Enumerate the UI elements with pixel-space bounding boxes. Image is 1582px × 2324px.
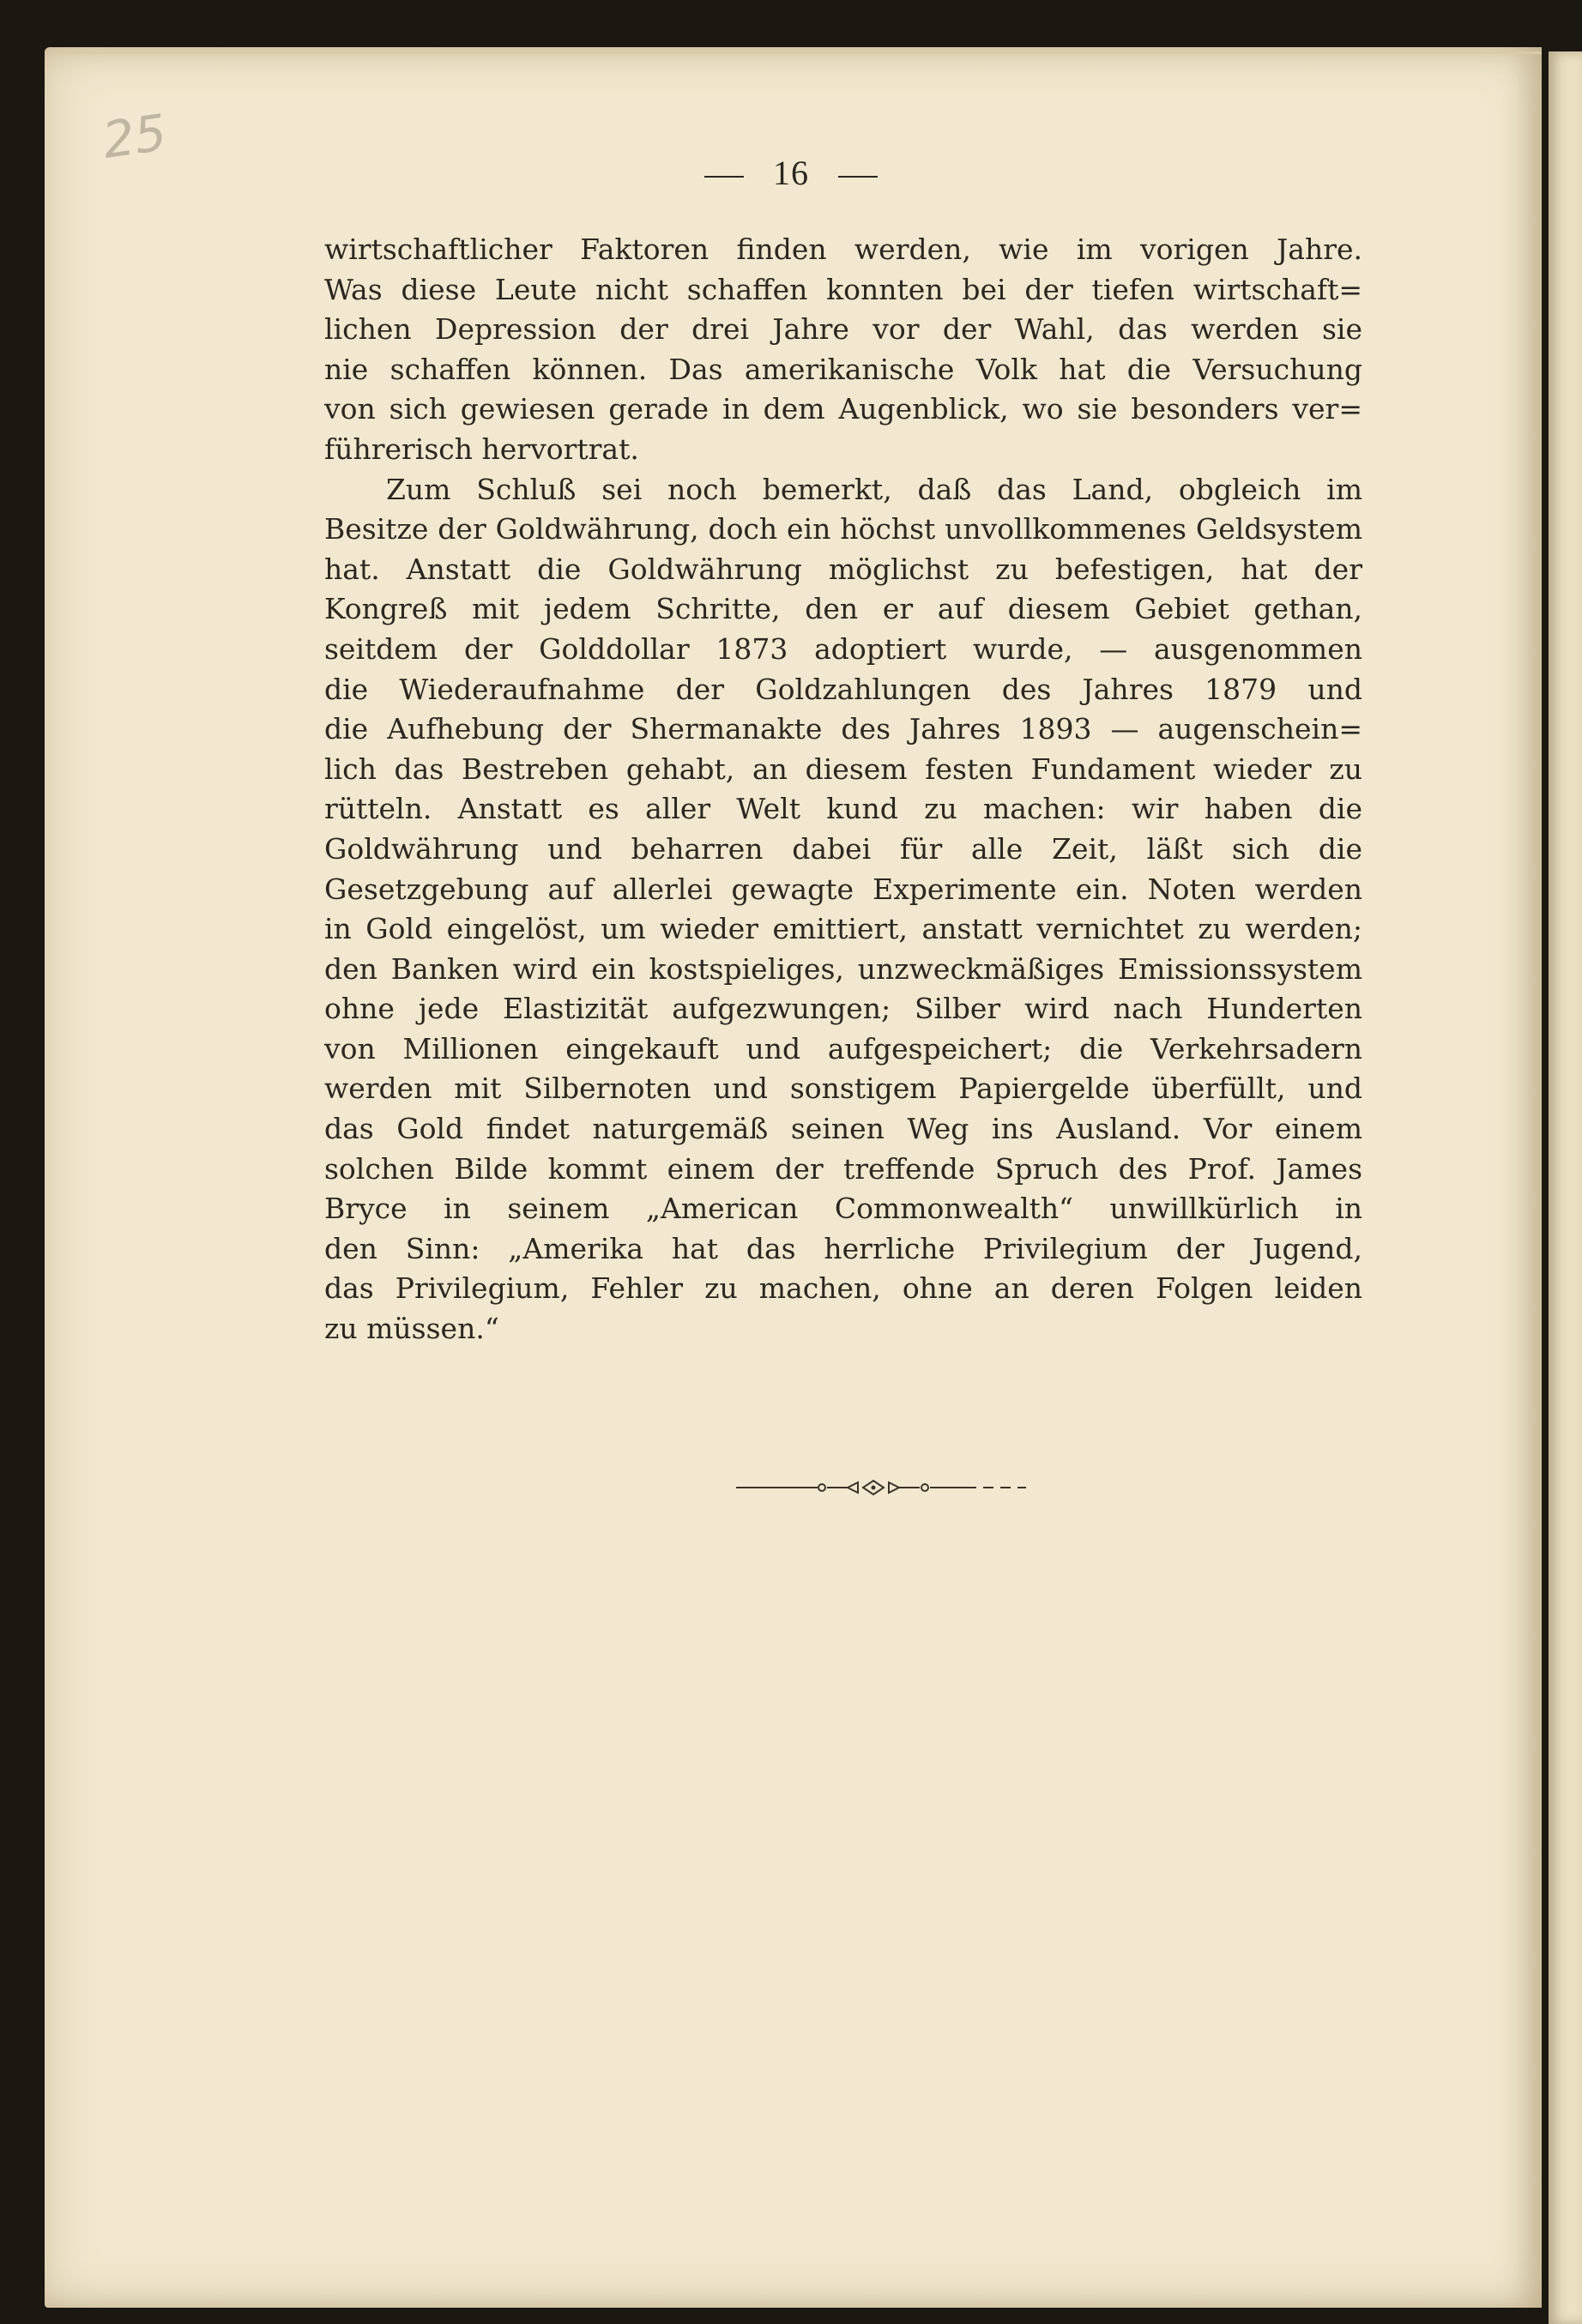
text-line: ohne jede Elastizität aufgezwungen; Silber wird nach Hunderten [324, 992, 1362, 1026]
text-line: werden mit Silbernoten und sonstigem Papiergelde überfüllt, und [324, 1071, 1362, 1106]
text-line: die Wiederaufnahme der Goldzahlungen des Jahres 1879 und [324, 672, 1362, 706]
text-line: solchen Bilde kommt einem der treffende Spruch des Prof. James [324, 1151, 1362, 1186]
text-line: lichen Depression der drei Jahre vor der Wahl, das werden sie [324, 312, 1362, 347]
text-line: den Sinn: „Amerika hat das herrliche Privilegium der Jugend, [324, 1231, 1362, 1265]
text-line: von sich gewiesen gerade in dem Augenblick, wo sie besonders ver= [324, 392, 1362, 426]
text-line: das Gold findet naturgemäß seinen Weg ins Ausland. Vor einem [324, 1112, 1362, 1146]
text-line: von Millionen eingekauft und aufgespeichert; die Verkehrsadern [324, 1031, 1362, 1065]
text-line: wirtschaftlicher Faktoren finden werden, wie im vorigen Jahre. [324, 232, 1362, 266]
page-number: 16 [773, 154, 809, 192]
header-dash-left [704, 176, 744, 178]
text-line: Besitze der Goldwährung, doch ein höchst unvollkommenes Geldsystem [324, 512, 1362, 546]
text-line: den Banken wird ein kostspieliges, unzweckmäßiges Emissionssystem [324, 951, 1362, 986]
text-line: Kongreß mit jedem Schritte, den er auf diesem Gebiet gethan, [324, 592, 1362, 626]
decorative-divider-icon [736, 1477, 1028, 1498]
page-header [0, 153, 1582, 193]
text-line: Bryce in seinem „American Commonwealth“ unwillkürlich in [324, 1192, 1362, 1226]
text-line: führerisch hervortrat. [324, 432, 639, 466]
text-line: seitdem der Golddollar 1873 adoptiert wurde, — ausgenommen [324, 631, 1362, 666]
pencil-note: 25 [99, 103, 171, 170]
text-line: zu müssen.“ [324, 1312, 499, 1346]
text-line: hat. Anstatt die Goldwährung möglichst zu befestigen, hat der [324, 552, 1362, 586]
text-line: nie schaffen können. Das amerikanische Volk hat die Versuchung [324, 352, 1362, 386]
body-text [324, 230, 1362, 1349]
text-line: das Privilegium, Fehler zu machen, ohne an deren Folgen leiden [324, 1271, 1362, 1306]
text-line: in Gold eingelöst, um wieder emittiert, anstatt vernichtet zu werden; [324, 912, 1362, 946]
text-line: Gesetzgebung auf allerlei gewagte Experimente ein. Noten werden [324, 872, 1362, 906]
header-dash-right [838, 176, 878, 178]
text-line: Was diese Leute nicht schaffen konnten bei der tiefen wirtschaft= [324, 272, 1362, 306]
text-line: die Aufhebung der Shermanakte des Jahres 1893 — augenschein= [324, 712, 1362, 746]
text-line: Goldwährung und beharren dabei für alle Zeit, läßt sich die [324, 831, 1362, 866]
text-line: rütteln. Anstatt es aller Welt kund zu machen: wir haben die [324, 792, 1362, 826]
adjacent-page-edge [1549, 51, 1582, 2324]
paragraph-start-line: Zum Schluß sei noch bemerkt, daß das Land, obgleich im [386, 472, 1362, 506]
page-top-edge [53, 51, 1542, 54]
text-line: lich das Bestreben gehabt, an diesem festen Fundament wieder zu [324, 752, 1362, 786]
